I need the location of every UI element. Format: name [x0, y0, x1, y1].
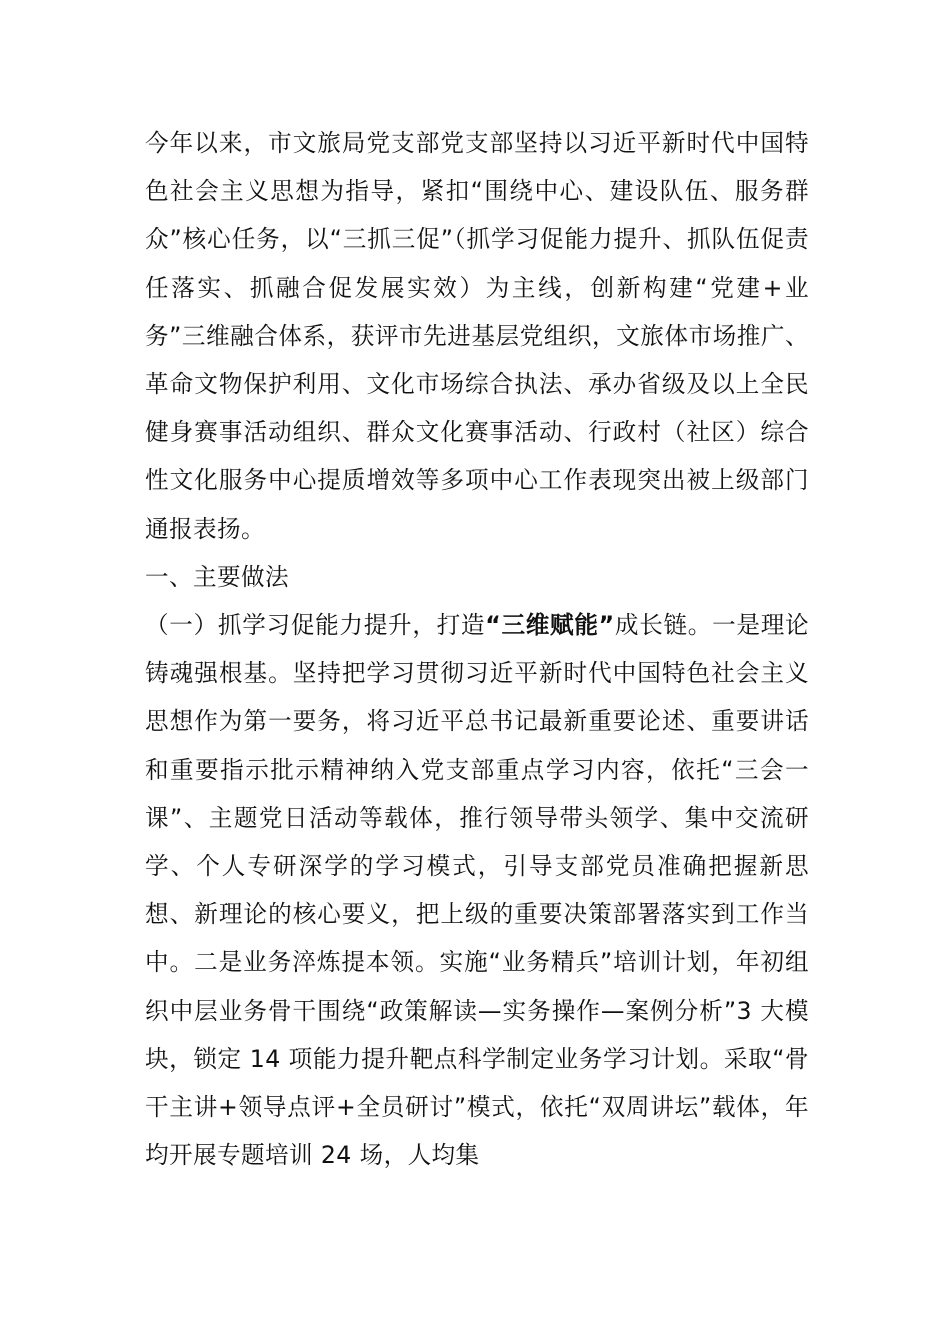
subsection-paragraph: [145, 601, 809, 1179]
subsection-body: 成长链。一是理论铸魂强根基。坚持把学习贯彻习近平新时代中国特色社会主义思想作为第一要务，将习近平总书记最新重要论述、重要讲话和重要指示批示精神纳入党支部重点学习内容，依托“三会一课”、主题党日活动等载体，推行领导带头领学、集中交流研学、个人专研深学的学习模式，引导支部党员准确把握新思想、新理论的核心要义，把上级的重要决策部署落实到工作当中。二是业务淬炼提本领。实施“业务精兵”培训计划，年初组织中层业务骨干围绕“政策解读—实务操作—案例分析”3 大模块，锁定 14 项能力提升靶点科学制定业务学习计划。采取“骨干主讲+领导点评+全员研讨”模式，依托“双周讲坛”载体，年均开展专题培训 24 场，人均集: [145, 611, 809, 1170]
section-heading: 一、主要做法: [145, 562, 289, 591]
subsection-lead: （一）抓学习促能力提升，打造: [145, 611, 486, 640]
intro-paragraph: 今年以来，市文旅局党支部党支部坚持以习近平新时代中国特色社会主义思想为指导，紧扣“围绕中心、建设队伍、服务群众”核心任务，以“三抓三促”（抓学习促能力提升、抓队伍促责任落实、抓融合促发展实效）为主线，创新构建“党建+业务”三维融合体系，获评市先进基层党组织，文旅体市场推广、革命文物保护利用、文化市场综合执法、承办省级及以上全民健身赛事活动组织、群众文化赛事活动、行政村（社区）综合性文化服务中心提质增效等多项中心工作表现突出被上级部门通报表扬。: [145, 129, 809, 543]
subsection-bold-quote: “三维赋能”: [485, 611, 615, 640]
document-body: [145, 119, 809, 1179]
